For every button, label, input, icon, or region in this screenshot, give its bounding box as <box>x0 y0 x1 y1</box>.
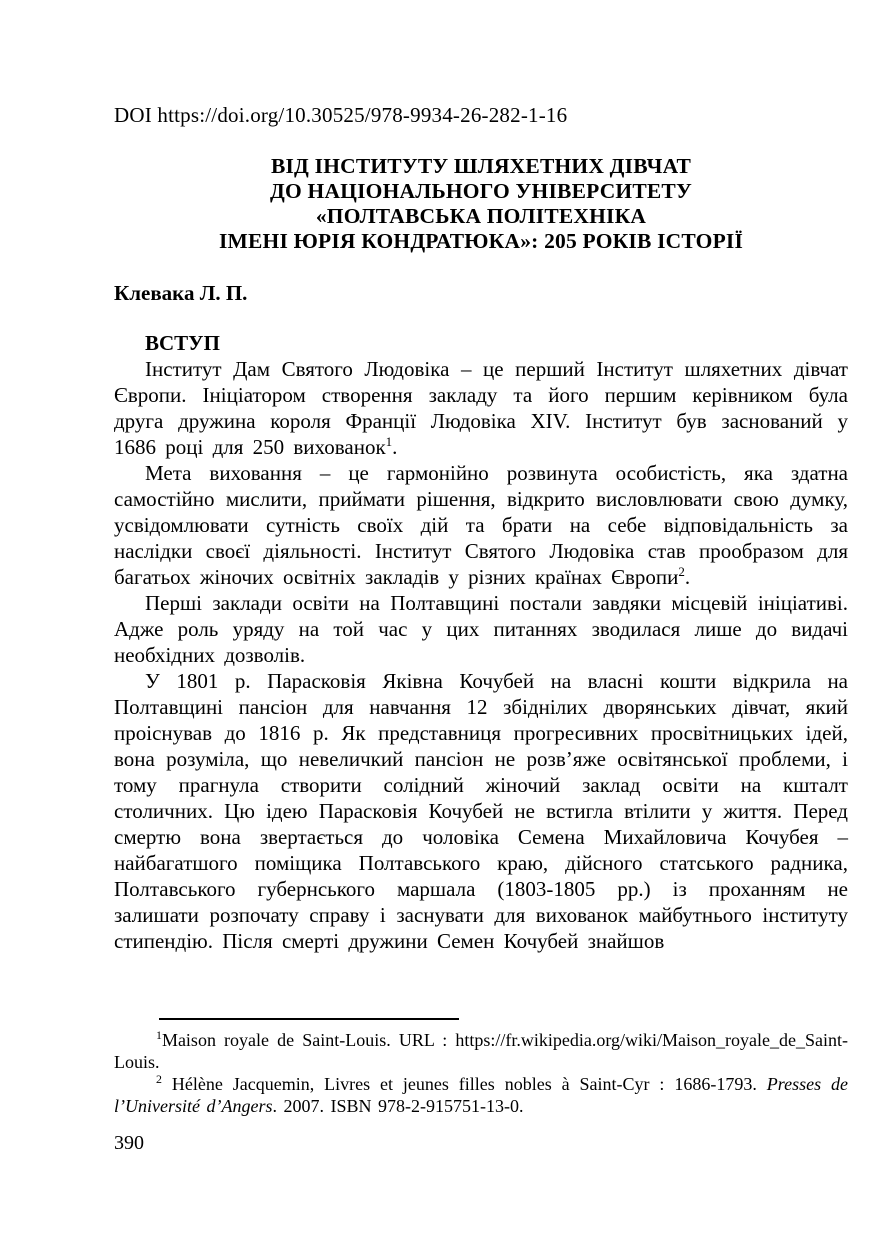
author-name: Клевака Л. П. <box>114 281 248 305</box>
footnote-separator-rule <box>159 1018 459 1020</box>
body-paragraph-1 <box>114 356 848 460</box>
footnote-marker-1: 1 <box>156 1028 162 1042</box>
text-column <box>114 0 848 954</box>
footnote-1 <box>114 1029 848 1073</box>
paragraph-text: У 1801 р. Парасковія Яківна Кочубей на власні кошти відкрила на Полтавщині пансіон для навчання 12 збіднілих дворянських дівчат, який проіснував до 1816 р. Як представниця прогресивних просвітницьких ідей, вона розуміла, що невеличкий пансіон не розв’яже освітянської проблеми, і тому прагнула створити солідний жіночий заклад освіти на кшталт столичних. Цю ідею Парасковія Кочубей не встигла втілити у життя. Перед смертю вона звертається до чоловіка Семена Михайловича Кочубея – найбагатшого поміщика Полтавського краю, дійсного статського радника, Полтавського губернського маршала (1803-1805 рр.) із проханням не залишати розпочату справу і заснувати для вихованок майбутнього інституту стипендію. Після смерті дружини Семен Кочубей знайшов <box>114 669 848 953</box>
paragraph-tail: . <box>392 435 398 459</box>
doi-line: DOI https://doi.org/10.30525/978-9934-26-282-1-16 <box>114 103 568 127</box>
paragraph-text: Перші заклади освіти на Полтавщині постали завдяки місцевій ініціативі. Адже роль уряду на той час у цих питаннях зводилася лише до видачі необхідних дозволів. <box>114 591 848 667</box>
footnote-ref-2: 2 <box>678 564 685 579</box>
footnote-text: . 2007. ISBN 978-2-915751-13-0. <box>272 1096 524 1116</box>
paragraph-text: Мета виховання – це гармонійно розвинута особистість, яка здатна самостійно мислити, приймати рішення, відкрито висловлювати свою думку, усвідомлювати сутність своїх дій та брати на себе відповідальність за наслідки своєї діяльності. Інститут Святого Людовіка став прообразом для багатьох жіночих освітніх закладів у різних країнах Європи <box>114 461 848 589</box>
footnote-marker-2: 2 <box>156 1072 162 1086</box>
body-paragraph-2 <box>114 460 848 590</box>
footnote-2 <box>114 1073 848 1117</box>
footnote-area <box>114 1018 848 1117</box>
title-line-2: ДО НАЦІОНАЛЬНОГО УНІВЕРСИТЕТУ <box>270 179 692 203</box>
section-heading-vstup: ВСТУП <box>145 331 220 355</box>
title-line-3: «ПОЛТАВСЬКА ПОЛІТЕХНІКА <box>315 204 647 228</box>
footnote-text: Maison royale de Saint-Louis. URL : https://fr.wikipedia.org/wiki/Maison_royale_de_Saint-Louis. <box>114 1030 848 1072</box>
paragraph-tail: . <box>684 565 691 589</box>
paragraph-text: Інститут Дам Святого Людовіка – це перший Інститут шляхетних дівчат Європи. Ініціатором створення закладу та його першим керівником була друга дружина короля Франції Людовіка XIV. Інститут був заснований у 1686 році для 250 вихованок <box>114 357 848 459</box>
title-line-4: ІМЕНІ ЮРІЯ КОНДРАТЮКА»: 205 РОКІВ ІСТОРІЇ <box>218 229 744 253</box>
title-line-1: ВІД ІНСТИТУТУ ШЛЯХЕТНИХ ДІВЧАТ <box>270 154 692 178</box>
footnote-italic-text: Presses de l’Université d’Angers <box>114 1074 848 1116</box>
body-paragraph-3 <box>114 590 848 668</box>
footnote-text: Hélène Jacquemin, Livres et jeunes filles nobles à Saint-Cyr : 1686-1793. <box>161 1074 767 1094</box>
article-title <box>114 154 848 254</box>
body-paragraph-4 <box>114 668 848 954</box>
footnote-ref-1: 1 <box>385 434 393 449</box>
page-number: 390 <box>114 1132 144 1154</box>
